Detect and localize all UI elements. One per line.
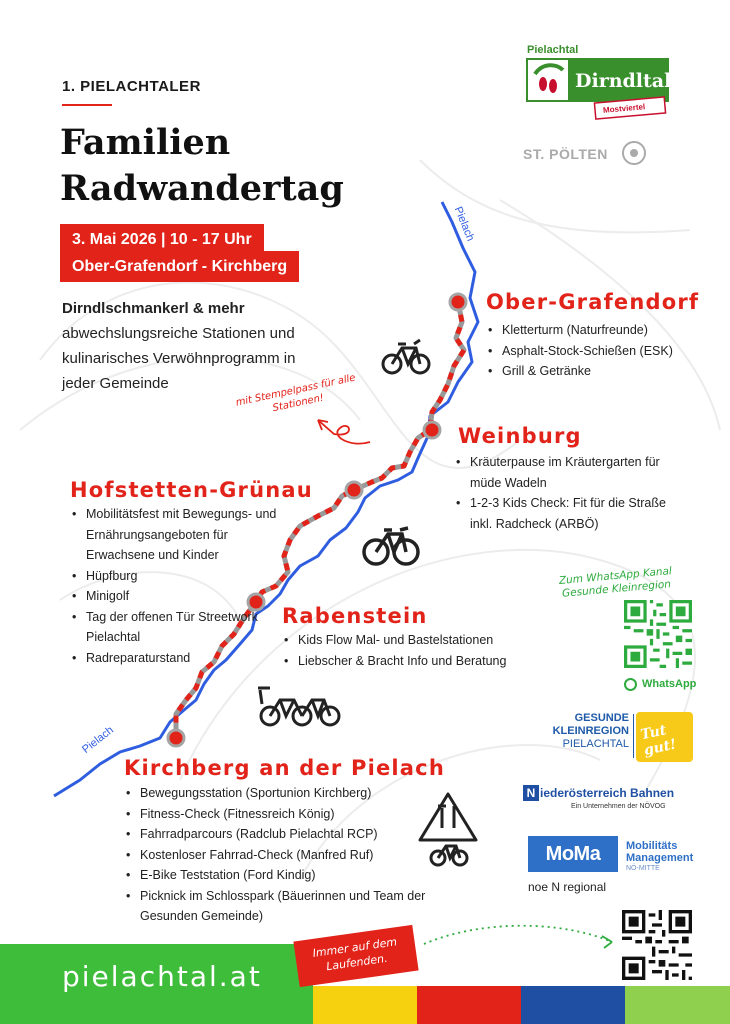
list-item: • E-Bike Teststation (Ford Kindig) — [126, 865, 456, 886]
station-marker-kirchberg — [168, 730, 184, 746]
station-title-weinburg: Weinburg — [458, 424, 582, 448]
stripe-blue — [521, 986, 625, 1024]
dirndl-logo-caption: Pielachtal — [527, 44, 579, 56]
station-list-hofstetten — [72, 504, 282, 668]
stempel-note-text: mit Stempelpass für alle Stationen! — [234, 372, 357, 415]
gesunde-kleinregion-logo — [545, 712, 678, 759]
noe-bahnen-n-icon: N — [523, 785, 539, 801]
footer-qr-code[interactable] — [622, 910, 692, 980]
station-list-rabenstein — [284, 630, 534, 671]
whatsapp-note-text: Zum WhatsApp Kanal Gesunde Kleinregion — [558, 565, 673, 600]
whatsapp-qr-code[interactable] — [624, 600, 692, 668]
station-title-ober-grafendorf: Ober-Grafendorf — [486, 290, 700, 314]
gk-text — [545, 712, 629, 751]
station-marker-ober-grafendorf — [450, 294, 466, 310]
mostviertel-stamp: Mostviertel — [602, 102, 646, 115]
title-line-2: Radwandertag — [60, 168, 344, 209]
moma-text — [626, 840, 693, 864]
list-item: • Liebscher & Bracht Info und Beratung — [284, 651, 534, 672]
whatsapp-icon — [624, 678, 637, 691]
gk-line-1: GESUNDE — [574, 712, 629, 724]
gk-divider — [633, 714, 634, 758]
stempel-arrow — [318, 420, 370, 444]
date-banner: 3. Mai 2026 | 10 - 17 Uhr — [60, 224, 264, 255]
stripe-lime — [625, 986, 730, 1024]
station-title-kirchberg: Kirchberg an der Pielach — [124, 756, 445, 780]
intro-line-1: Dirndlschmankerl & mehr — [62, 300, 245, 317]
intro-line-3: kulinarisches Verwöhnprogramm in — [62, 350, 296, 367]
list-item: • Kräuterpause im Kräutergarten für müde Wadeln — [456, 452, 671, 493]
whatsapp-label: WhatsApp — [642, 678, 697, 690]
laufenden-note-text: Immer auf dem Laufenden. — [311, 935, 398, 974]
list-item: • Mobilitätsfest mit Bewegungs- und Ernährungsangeboten für Erwachsene und Kinder — [72, 504, 282, 566]
station-list-kirchberg — [126, 783, 456, 927]
list-item: • Bewegungsstation (Sportunion Kirchberg) — [126, 783, 456, 804]
event-kicker: 1. PIELACHTALER — [62, 78, 201, 95]
list-item: • Hüpfburg — [72, 566, 282, 587]
bike-icon-2 — [364, 528, 418, 564]
list-item: • 1-2-3 Kids Check: Fit für die Straße inkl. Radcheck (ARBÖ) — [456, 493, 671, 534]
river-label-top: Pielach — [451, 205, 477, 243]
st-poelten-logo-text: ST. PÖLTEN — [523, 146, 608, 162]
list-item: • Kostenloser Fahrrad-Check (Manfred Ruf) — [126, 845, 456, 866]
station-marker-hofstetten — [346, 482, 362, 498]
dotted-arrow — [424, 926, 612, 944]
tut-gut-text: Tut gut! — [639, 722, 678, 759]
river-label-bottom: Pielach — [80, 724, 116, 756]
gk-line-2: KLEINREGION — [552, 725, 629, 737]
station-list-ober-grafendorf — [488, 320, 708, 382]
station-title-hofstetten: Hofstetten-Grünau — [70, 478, 313, 502]
list-item: • Fahrradparcours (Radclub Pielachtal RCP) — [126, 824, 456, 845]
list-item: • Picknick im Schlosspark (Bäuerinnen und Team der Gesunden Gemeinde) — [126, 886, 456, 927]
intro-line-2: abwechslungsreiche Stationen und — [62, 325, 295, 342]
list-item: • Kids Flow Mal- und Bastelstationen — [284, 630, 534, 651]
tandem-bikes-icon — [258, 688, 339, 725]
moma-line-1: Mobilitäts — [626, 840, 678, 852]
noe-regional-logo: noe N regional — [528, 880, 607, 894]
list-item: • Asphalt-Stock-Schießen (ESK) — [488, 341, 708, 362]
list-item: • Radreparaturstand — [72, 648, 282, 669]
intro-line-4: jeder Gemeinde — [62, 375, 169, 392]
title-line-1: Familien — [60, 122, 231, 163]
footer-url[interactable]: pielachtal.at — [62, 960, 262, 993]
stripe-red — [417, 986, 521, 1024]
station-marker-weinburg — [424, 422, 440, 438]
list-item: • Kletterturm (Naturfreunde) — [488, 320, 708, 341]
moma-logo: MoMa — [528, 836, 618, 872]
noe-bahnen-logo: iederösterreich Bahnen — [540, 786, 675, 800]
list-item: • Grill & Getränke — [488, 361, 708, 382]
gk-line-3: PIELACHTAL — [562, 738, 629, 750]
noe-bahnen-sub: Ein Unternehmen der NÖVOG — [571, 803, 666, 810]
moma-line-2: Management — [626, 852, 694, 864]
tut-gut-badge — [636, 712, 693, 762]
station-title-rabenstein: Rabenstein — [282, 604, 428, 628]
station-list-weinburg — [456, 452, 671, 534]
moma-sub: NÖ-MITTE — [626, 865, 660, 872]
stripe-yellow — [313, 986, 417, 1024]
route-banner: Ober-Grafendorf - Kirchberg — [60, 251, 299, 282]
list-item: • Tag der offenen Tür Streetwork Pielachtal — [72, 607, 282, 648]
dirndltal-logo-text: Dirndltal — [575, 70, 672, 92]
bike-icon-1 — [383, 340, 429, 373]
list-item: • Minigolf — [72, 586, 282, 607]
list-item: • Fitness-Check (Fitnessreich König) — [126, 804, 456, 825]
